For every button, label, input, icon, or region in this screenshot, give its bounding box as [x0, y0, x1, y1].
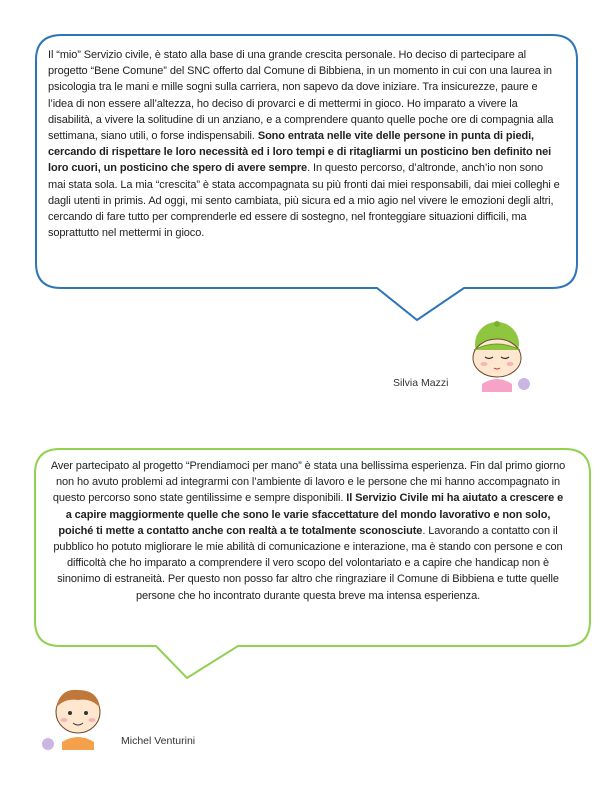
testimonial-2-highlight: Il Servizio Civile mi ha aiutato a crescere e a capire maggiormente quelle che sono le varie sfaccettature del mondo lavorativo e non solo, poiché ti mette a contatto anche con realtà a te totalmente sconosciute: [58, 492, 564, 537]
author-name-1: Silvia Mazzi: [393, 377, 449, 389]
testimonial-1-intro: Il “mio” Servizio civile, è stato alla base di una grande crescita personale. Ho deciso di partecipare al progetto “Bene Comune” del SNC offerto dal Comune di Bibbiena, in un momento in cui con una laurea in psicologia tra le mani e mille sogni sulla carriera, non sapevo da dove iniziare. Tra insicurezze, paure e l’idea di non essere all’altezza, ho deciso di provarci e di mettermi in gioco. Ho imparato a vivere la disabilità, a vivere la solitudine di un anziano, e a comprendere quanto quelle poche ore di compagnia alla settimana, siano utili, o forse indispensabili.: [48, 49, 554, 143]
boy-avatar-icon: [42, 682, 110, 750]
author-name-2: Michel Venturini: [121, 735, 196, 747]
testimonial-text-1: [48, 47, 560, 241]
testimonial-1-highlight: Sono entrata nelle vite delle persone in punta di piedi, cercando di rispettare le loro necessità ed i loro tempi e di ritagliarmi un posticino ben definito nei loro cuori, un posticino che spero di avere sempre: [48, 130, 552, 175]
testimonial-2-outro: . Lavorando a contatto con il pubblico ho potuto migliorare le mie abilità di comunicazione e interazione, ma è stando con persone e con difficoltà che ho imparato a comprendere il vero scopo del volontariato e a capire che handicap non è sinonimo di estraneità. Per questo non posso far altro che ringraziare il Comune di Bibbiena e tutte quelle persone che ho incontrato durante questa breve ma intensa esperienza.: [53, 524, 563, 602]
girl-avatar-icon: [462, 318, 532, 392]
testimonial-text-2: [50, 458, 566, 604]
testimonial-2-intro: Aver partecipato al progetto “Prendiamoci per mano” è stata una bellissima esperienza. Fin dal primo giorno non ho avuto problemi ad integrarmi con l’ambiente di lavoro e le persone che mi hanno accompagnato in questo percorso sono state gentilissime e sempre disponibili.: [50, 460, 566, 505]
testimonial-1-outro: . In questo percorso, d’altronde, anch’io non sono mai stata sola. La mia “crescita” è stata accompagnata su più fronti dai miei responsabili, dai miei colleghi e dagli utenti in primis. Ad oggi, mi sento cambiata, più sicura ed a mio agio nel vivere le emozioni degli altri, cercando di fare tutto per comprenderle ed essere di sostegno, nel fronteggiare situazioni difficili, ma soprattutto nel mettermi in gioco.: [48, 162, 560, 240]
